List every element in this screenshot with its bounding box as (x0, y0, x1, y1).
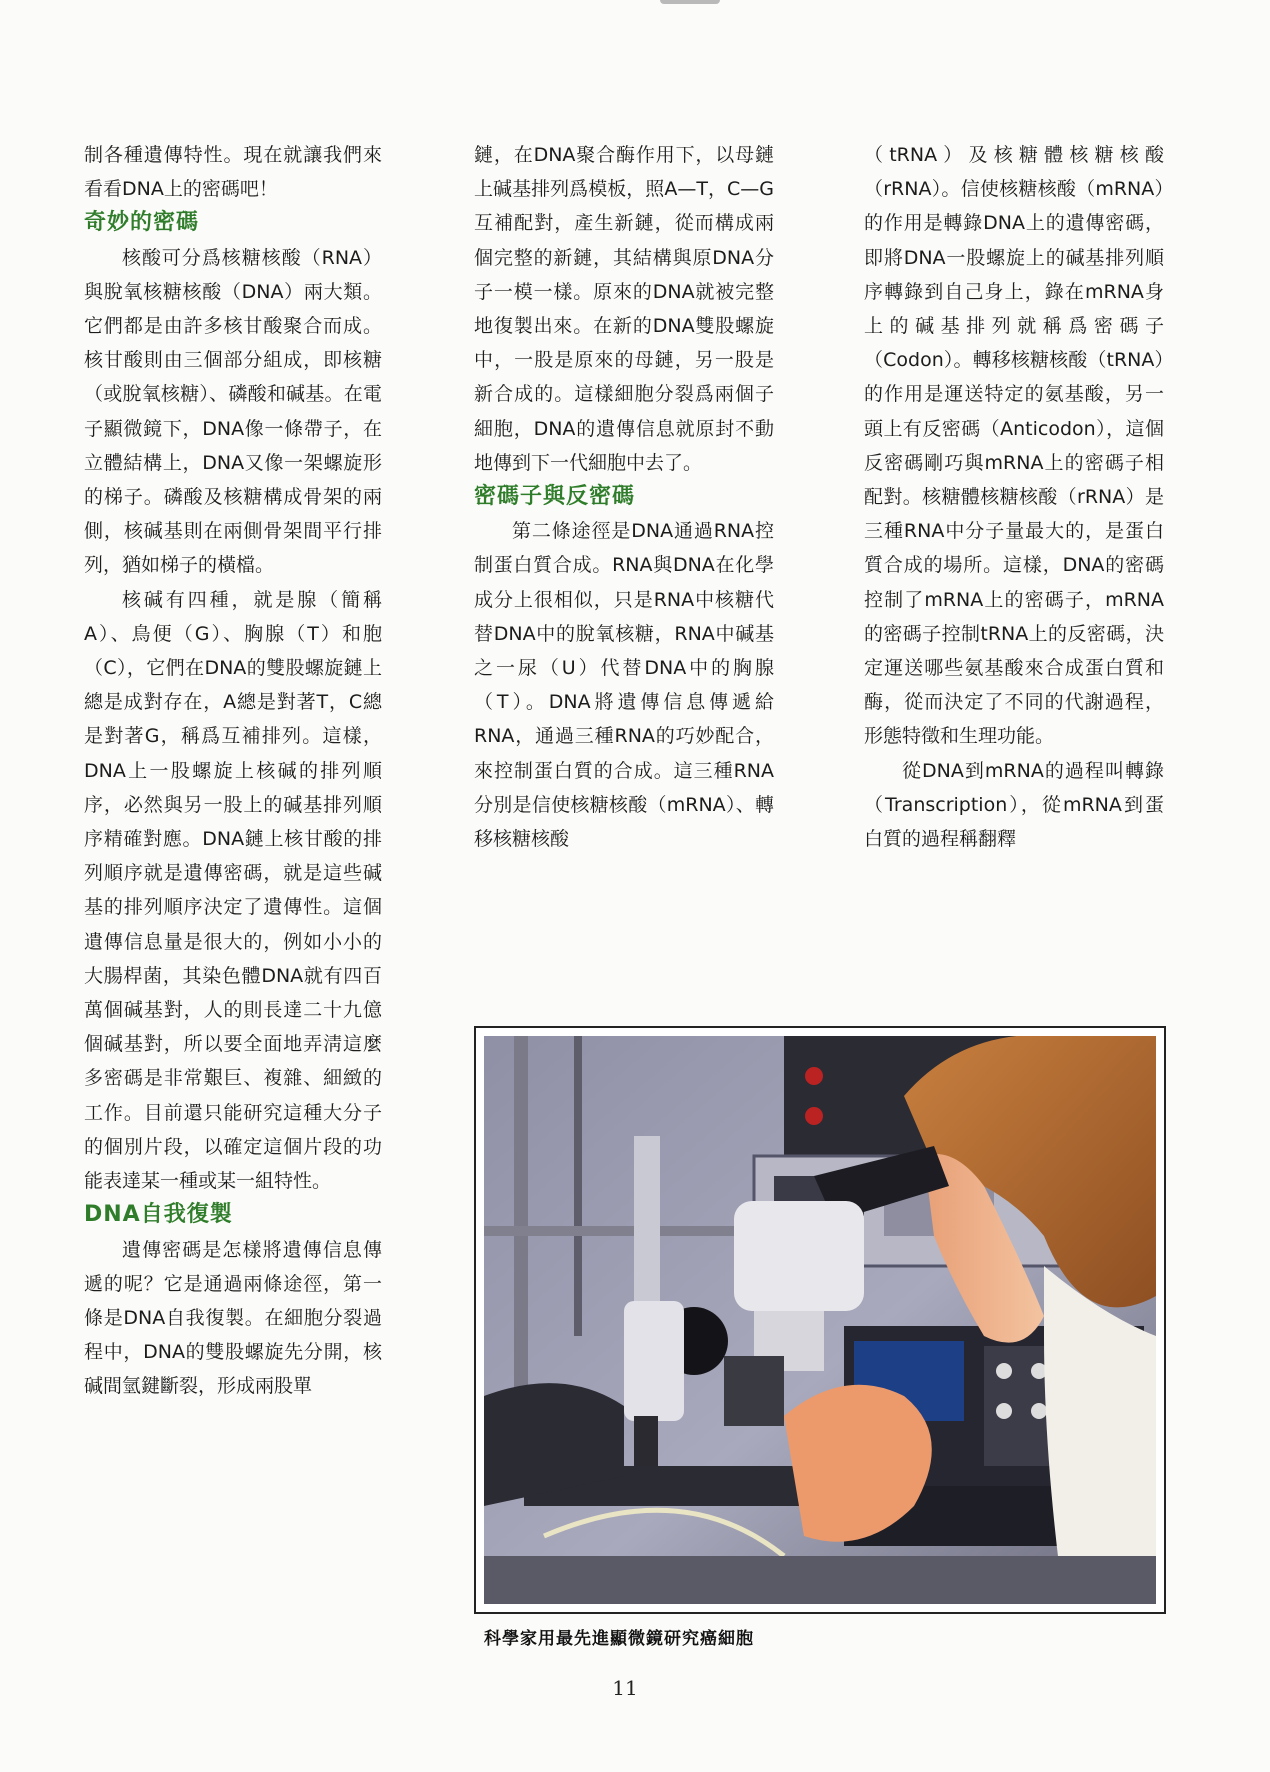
paragraph: 核酸可分爲核糖核酸（RNA）與脫氧核糖核酸（DNA）兩大類。它們都是由許多核甘酸聚合而成。核甘酸則由三個部分組成，即核糖（或脫氧核糖）、磷酸和碱基。在電子顯微鏡下，DNA像一條帶子，在立體結構上，DNA又像一架螺旋形的梯子。磷酸及核糖構成骨架的兩側，核碱基則在兩側骨架間平行排列，猶如梯子的橫檔。 (84, 246, 382, 577)
section-heading-codon-anticodon: 密碼子與反密碼 (474, 484, 636, 510)
paragraph: 第二條途徑是DNA通過RNA控制蛋白質合成。RNA與DNA在化學成分上很相似，只是RNA中核糖代替DNA中的脫氧核糖，RNA中碱基之一尿（U）代替DNA中的胸腺（T）。DNA將遺傳信息傳遞給RNA，通過三種RNA的巧妙配合，來控制蛋白質的合成。這三種RNA分別是信使核糖核酸（mRNA）、轉移核糖核酸 (474, 520, 774, 851)
scientist-microscope-photo (484, 1036, 1156, 1604)
section-heading-dna-replication: DNA自我復製 (84, 1202, 233, 1228)
paragraph: （tRNA）及核糖體核糖核酸（rRNA）。信使核糖核酸（mRNA）的作用是轉錄DNA上的遺傳密碼，即將DNA一股螺旋上的碱基排列順序轉錄到自己身上，錄在mRNA身上的碱基排列就稱爲密碼子（Codon）。轉移核糖核酸（tRNA）的作用是運送特定的氨基酸，另一頭上有反密碼（Anticodon），這個反密碼剛巧與mRNA上的密碼子相配對。核糖體核糖核酸（rRNA）是三種RNA中分子量最大的，是蛋白質合成的場所。這樣，DNA的密碼控制了mRNA上的密碼子，mRNA的密碼子控制tRNA上的反密碼，決定運送哪些氨基酸來合成蛋白質和酶，從而決定了不同的代謝過程，形態特徵和生理功能。 (864, 144, 1164, 748)
paragraph: 從DNA到mRNA的過程叫轉錄（Transcription），從mRNA到蛋白質的過程稱翻釋 (864, 759, 1164, 851)
paragraph: 遺傳密碼是怎樣將遺傳信息傳遞的呢？它是通過兩條途徑，第一條是DNA自我復製。在細胞分裂過程中，DNA的雙股螺旋先分開，核碱間氫鍵斷裂，形成兩股單 (84, 1238, 382, 1398)
paragraph: 鏈，在DNA聚合酶作用下，以母鏈上碱基排列爲模板，照A—T，C—G互補配對，產生新鏈，從而構成兩個完整的新鏈，其結構與原DNA分子一模一樣。原來的DNA就被完整地復製出來。在新的DNA雙股螺旋中，一股是原來的母鏈，另一股是新合成的。這樣細胞分裂爲兩個子細胞，DNA的遺傳信息就原封不動地傳到下一代細胞中去了。 (474, 144, 774, 474)
text-column-1 (84, 138, 382, 1404)
text-column-2 (474, 138, 774, 856)
page-number: 11 (612, 1676, 638, 1700)
paragraph: 制各種遺傳特性。現在就讓我們來看看DNA上的密碼吧！ (84, 144, 382, 201)
paragraph: 核碱有四種，就是腺（簡稱A）、鳥便（G）、胸腺（T）和胞（C），它們在DNA的雙股螺旋鏈上總是成對存在，A總是對著T，C總是對著G，稱爲互補排列。這樣，DNA上一股螺旋上核碱的排列順序，必然與另一股上的碱基排列順序精確對應。DNA鏈上核甘酸的排列順序就是遺傳密碼，就是這些碱基的排列順序決定了遺傳性。這個遺傳信息量是很大的，例如小小的大腸桿菌，其染色體DNA就有四百萬個碱基對，人的則長達二十九億個碱基對，所以要全面地弄淸這麼多密碼是非常艱巨、複雜、細緻的工作。目前還只能研究這種大分子的個別片段，以確定這個片段的功能表達某一種或某一組特性。 (84, 588, 382, 1193)
text-column-3 (864, 138, 1164, 856)
figure-caption: 科學家用最先進顯微鏡研究癌細胞 (484, 1629, 754, 1649)
section-heading-mysterious-code: 奇妙的密碼 (84, 210, 200, 236)
figure-photo-frame (474, 1026, 1166, 1614)
scan-top-mark (660, 0, 720, 4)
